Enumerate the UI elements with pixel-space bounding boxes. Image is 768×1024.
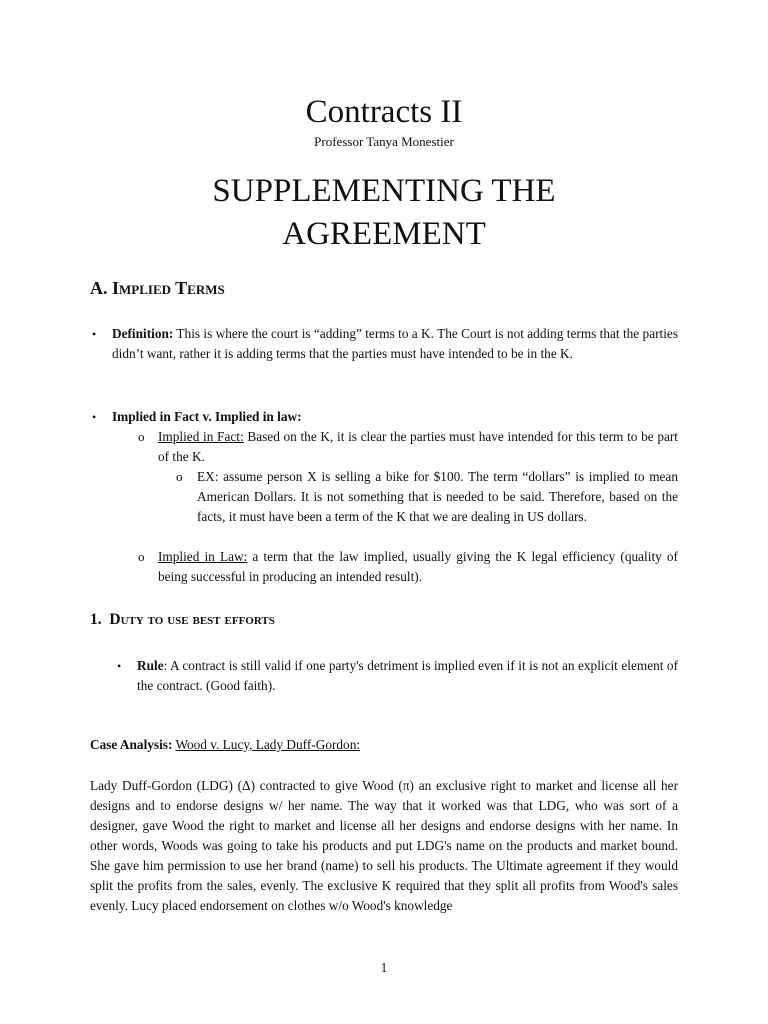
example-paragraph: EX: assume person X is selling a bike for $100. The term “dollars” is implied to mean American Dollars. It is not something that is needed to be said. Therefore, based on the facts, it must have been a term of the K that we are dealing in US dollars. — [197, 469, 678, 524]
sub-marker-implied-law: o — [138, 549, 145, 564]
section-1-number: 1. — [90, 611, 102, 628]
case-body-paragraph: Lady Duff-Gordon (LDG) (Δ) contracted to give Wood (π) an exclusive right to market and license all her designs and to endorse designs w/ her name. The way that it worked was that LDG, who was sort of a designer, gave Wood the right to market and license all her designs and endorse designs with her name. In other words, Woods was going to take his products and put LDG's name on the products and market bound. She gave him permission to use her brand (name) to sell his products. The Ultimate agreement if they would split the profits from the sales, evenly. The exclusive K required that they split all profits from Wood's sales evenly. Lucy placed endorsement on clothes w/o Wood's knowledge — [90, 778, 678, 913]
implied-fact-paragraph — [158, 427, 678, 467]
definition-paragraph — [112, 324, 678, 364]
section-1-title: Duty to use best efforts — [109, 611, 275, 628]
main-heading-line-2: AGREEMENT — [282, 216, 486, 252]
implied-law-text: a term that the law implied, usually giving the K legal efficiency (quality of being successful in producing an intended result). — [158, 549, 678, 584]
document-title: Contracts II — [305, 94, 463, 130]
section-1-heading — [90, 610, 275, 630]
implied-law-paragraph — [158, 547, 678, 587]
rule-text: : A contract is still valid if one party's detriment is implied even if it is not an explicit element of the contract. (Good faith). — [137, 658, 678, 693]
case-name: Wood v. Lucy, Lady Duff-Gordon: — [175, 737, 361, 752]
implied-heading — [112, 407, 678, 427]
bullet-definition: • — [92, 327, 97, 341]
implied-law-label: Implied in Law: — [158, 549, 248, 564]
section-a-number: A. — [90, 278, 108, 298]
definition-text: This is where the court is “adding” terms to a K. The Court is not adding terms that the parties didn’t want, rather it is adding terms that the parties must have intended to be in the K. — [112, 326, 678, 361]
main-heading — [150, 170, 618, 256]
document-subtitle: Professor Tanya Monestier — [314, 134, 454, 149]
section-a-title: Implied Terms — [112, 278, 225, 298]
case-analysis-line — [90, 735, 678, 755]
implied-fact-label: Implied in Fact: — [158, 429, 244, 444]
implied-heading-text: Implied in Fact v. Implied in law: — [112, 409, 302, 424]
case-analysis-label: Case Analysis: — [90, 737, 173, 752]
sub-marker-implied-fact: o — [138, 429, 145, 444]
page-number: 1 — [380, 960, 388, 975]
implied-fact-text: Based on the K, it is clear the parties must have intended for this term to be part of the K. — [158, 429, 679, 464]
section-a-heading — [90, 276, 225, 300]
rule-label: Rule — [137, 658, 164, 673]
sub-marker-example: o — [176, 469, 183, 484]
main-heading-line-1: SUPPLEMENTING THE — [212, 173, 556, 209]
bullet-rule: • — [117, 659, 122, 673]
rule-paragraph — [137, 656, 678, 696]
definition-label: Definition: — [112, 326, 174, 341]
bullet-implied: • — [92, 410, 97, 424]
